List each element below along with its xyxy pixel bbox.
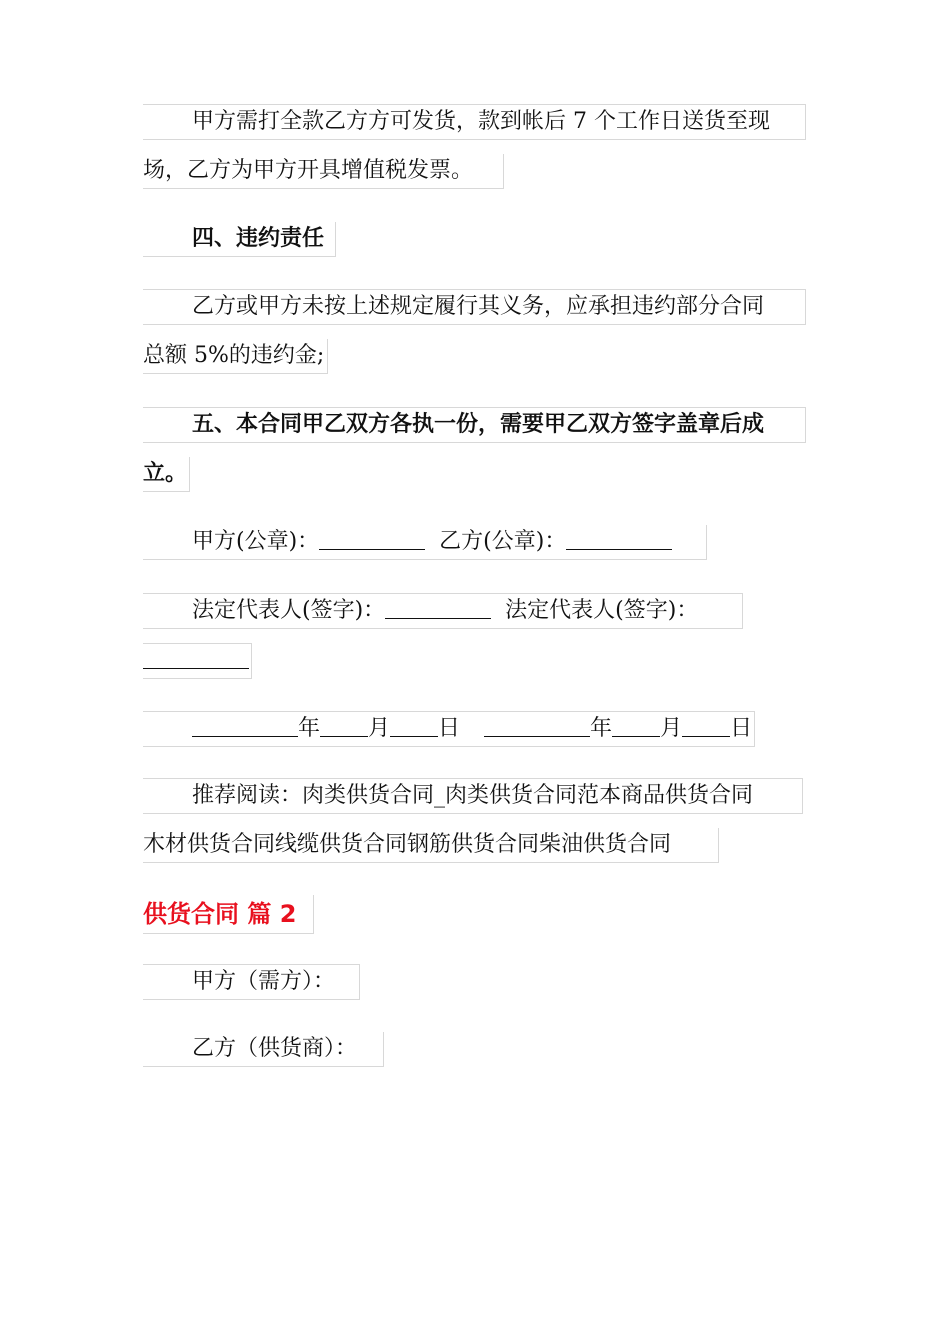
liability-line-2	[143, 339, 328, 374]
day-a-blank	[390, 714, 438, 737]
party-a-label: 甲方（需方）：	[192, 969, 336, 994]
section-five-line-1	[143, 407, 806, 443]
seal-line	[143, 525, 707, 560]
party-a-line	[143, 964, 360, 1000]
payment-terms-line-2	[143, 154, 504, 189]
month-a-blank	[320, 714, 368, 737]
section-title-liability	[143, 222, 336, 257]
paragraph-text: 甲方需打全款乙方方可发货，款到帐后 7 个工作日送货至现	[192, 109, 770, 134]
payment-terms-line-1	[143, 104, 806, 140]
contract-2-title	[143, 895, 314, 934]
paragraph-text: 场，乙方为甲方开具增值税发票。	[143, 158, 474, 183]
liability-line-1	[143, 289, 806, 325]
paragraph-text: 五、本合同甲乙双方各执一份，需要甲乙双方签字盖章后成	[192, 412, 765, 437]
party-b-seal-label: 乙方(公章)：	[439, 529, 567, 554]
rep-a-label: 法定代表人(签字)：	[192, 598, 386, 623]
rep-b-blank-line	[143, 643, 252, 679]
rep-a-blank	[385, 596, 491, 619]
party-a-seal-blank	[319, 527, 425, 550]
recommend-line-2	[143, 828, 719, 863]
recommend-text: 木材供货合同线缆供货合同钢筋供货合同柴油供货合同	[143, 832, 672, 857]
day-b-blank	[682, 714, 730, 737]
party-a-seal-label: 甲方(公章)：	[192, 529, 320, 554]
paragraph-text: 总额 5%的违约金;	[143, 343, 325, 368]
year-a-blank	[192, 714, 298, 737]
year-b-blank	[484, 714, 590, 737]
rep-b-blank	[143, 646, 249, 669]
paragraph-text: 乙方或甲方未按上述规定履行其义务，应承担违约部分合同	[192, 294, 765, 319]
section-heading: 四、违约责任	[192, 226, 325, 251]
paragraph-text: 立。	[143, 461, 188, 486]
recommend-line-1	[143, 778, 803, 814]
month-b-blank	[612, 714, 660, 737]
rep-b-label: 法定代表人(签字)：	[505, 598, 699, 623]
section-five-line-2	[143, 457, 190, 492]
party-b-label: 乙方（供货商）：	[192, 1036, 358, 1061]
representative-line	[143, 593, 743, 629]
party-b-line	[143, 1032, 384, 1067]
section-heading: 供货合同 篇 2	[143, 900, 297, 928]
recommend-text: 推荐阅读：肉类供货合同_肉类供货合同范本商品供货合同	[192, 783, 754, 808]
party-b-seal-blank	[566, 527, 672, 550]
date-line: 年 月 日 年 月 日	[143, 711, 755, 747]
